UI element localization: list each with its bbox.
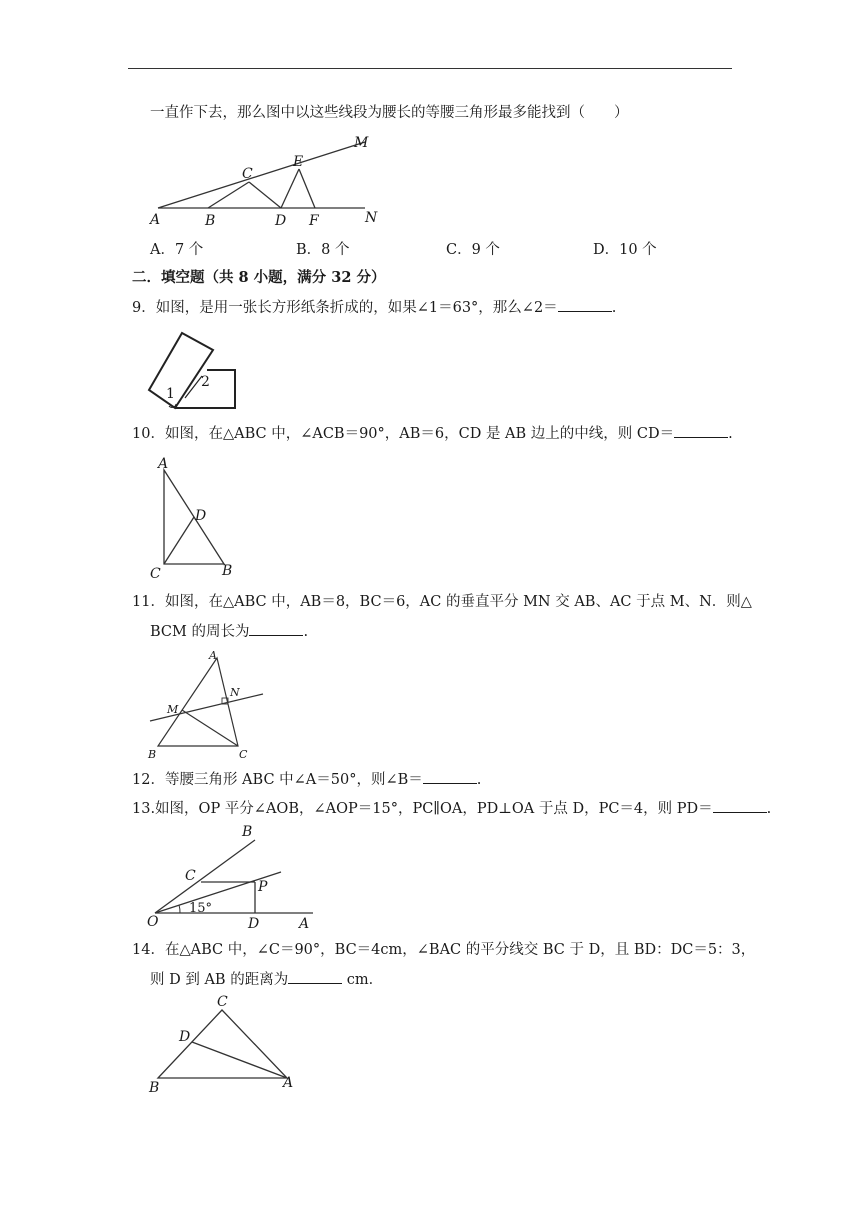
- q8-label-c: C: [242, 166, 253, 182]
- q14-label-d: D: [179, 1029, 191, 1045]
- q10-figure: [148, 452, 248, 584]
- q8-label-n: N: [365, 210, 378, 226]
- q14-answer-blank: [288, 969, 342, 984]
- q13-label-angle: 15°: [189, 901, 213, 916]
- q9-label-1: 1: [166, 386, 175, 402]
- q10-label-d: D: [195, 508, 207, 524]
- q11-end: .: [303, 624, 309, 640]
- q8-label-e: E: [293, 154, 304, 170]
- q13-label-p: P: [258, 879, 268, 895]
- q12-question: [132, 769, 481, 790]
- q14-label-a: A: [283, 1075, 294, 1091]
- q11-answer-blank: [249, 621, 303, 636]
- q9-end: .: [611, 300, 617, 316]
- q11-line1: 11．如图，在△ABC 中，AB＝8，BC＝6，AC 的垂直平分 MN 交 AB、AC 于点 M、N．则△: [132, 594, 752, 610]
- q8-option-a: A．7 个: [150, 242, 204, 258]
- q13-label-a: A: [299, 916, 310, 932]
- q12-text: 12．等腰三角形 ABC 中∠A＝50°，则∠B＝: [132, 772, 423, 788]
- q10-answer-blank: [674, 423, 728, 438]
- q10-label-a: A: [158, 456, 169, 472]
- section-title: 二．填空题（共 8 小题，满分 32 分）: [132, 269, 386, 286]
- q13-answer-blank: [713, 798, 767, 813]
- q9-label-2: 2: [201, 374, 210, 390]
- q10-label-c: C: [150, 566, 161, 582]
- q10-label-b: B: [222, 563, 233, 579]
- q10-end: .: [728, 426, 733, 442]
- q12-end: .: [476, 772, 482, 788]
- q13-figure: [145, 820, 325, 935]
- q9-question: [132, 297, 616, 318]
- q13-end: .: [766, 801, 772, 817]
- header-rule: [128, 68, 732, 69]
- q14-line2: 则 D 到 AB 的距离为: [150, 972, 289, 988]
- q8-label-a: A: [150, 212, 161, 228]
- q11-figure: [145, 648, 270, 763]
- q9-text: 9．如图，是用一张长方形纸条折成的，如果∠1＝63°，那么∠2＝: [132, 300, 558, 316]
- q14-label-b: B: [149, 1080, 160, 1096]
- q11-label-b: B: [148, 748, 157, 761]
- q10-question: [132, 423, 733, 444]
- q8-option-c: C．9 个: [446, 242, 500, 258]
- q13-label-o: O: [147, 914, 159, 930]
- q11-question-line2: [150, 621, 308, 642]
- q9-figure: [145, 328, 245, 412]
- q9-answer-blank: [558, 297, 612, 312]
- q11-label-m: M: [167, 703, 179, 716]
- q8-label-b: B: [205, 213, 216, 229]
- q11-label-c: C: [239, 748, 248, 761]
- q13-label-d: D: [248, 916, 260, 932]
- q11-label-a: A: [209, 649, 217, 662]
- q10-text: 10．如图，在△ABC 中，∠ACB＝90°，AB＝6，CD 是 AB 边上的中线，则 CD＝: [132, 426, 675, 442]
- q14-question-line2: [150, 969, 383, 990]
- q8-text-line2: 一直作下去，那么图中以这些线段为腰长的等腰三角形最多能找到（ ）: [150, 105, 629, 121]
- q12-answer-blank: [423, 769, 477, 784]
- q8-option-b: B．8 个: [296, 242, 350, 258]
- q11-line2: BCM 的周长为: [150, 624, 250, 640]
- q8-label-f: F: [309, 213, 319, 229]
- q11-label-n: N: [230, 686, 240, 699]
- q8-option-d: D．10 个: [593, 242, 657, 258]
- q8-figure: [145, 132, 395, 232]
- q8-label-d: D: [275, 213, 287, 229]
- q14-label-c: C: [217, 994, 228, 1010]
- q8-label-m: M: [354, 135, 369, 151]
- q14-figure: [145, 990, 305, 1100]
- q14-line1: 14．在△ABC 中，∠C＝90°，BC＝4cm，∠BAC 的平分线交 BC 于 D，且 BD：DC＝5：3，: [132, 942, 756, 958]
- q13-label-b: B: [242, 824, 253, 840]
- q13-text: 13.如图，OP 平分∠AOB，∠AOP＝15°，PC∥OA，PD⊥OA 于点 D，PC＝4，则 PD＝: [132, 801, 713, 817]
- q13-question: [132, 798, 771, 819]
- q13-label-c: C: [185, 868, 196, 884]
- q14-unit: cm．: [342, 972, 384, 988]
